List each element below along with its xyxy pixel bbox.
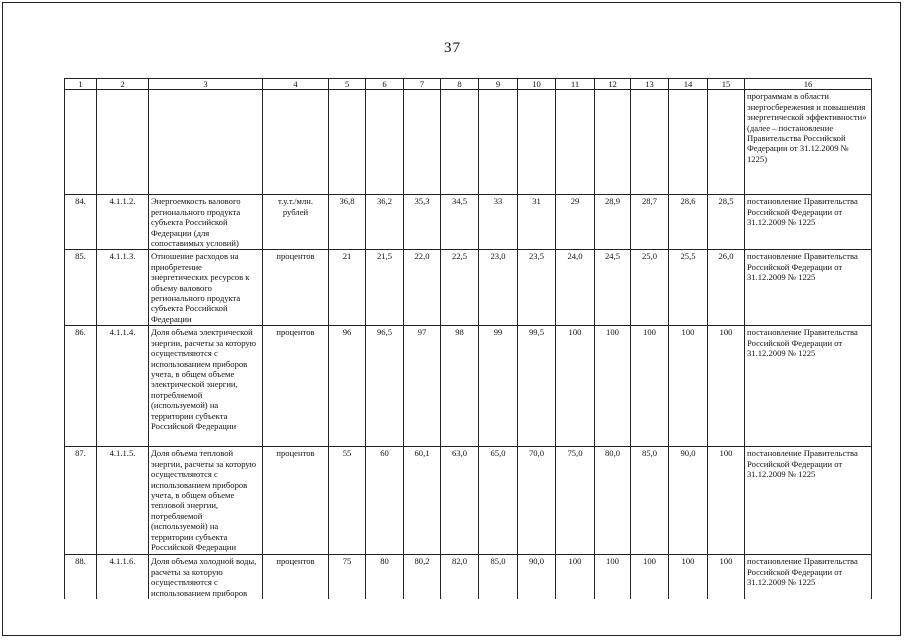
cell-code: 4.1.1.5. <box>97 447 149 555</box>
cell-value: 31 <box>518 195 556 250</box>
cell-value: 29 <box>556 195 595 250</box>
cell-empty <box>631 90 669 195</box>
header-cell-2: 2 <box>97 79 149 90</box>
cell-value: 100 <box>669 326 708 447</box>
cell-number: 85. <box>65 250 97 326</box>
cell-empty <box>97 90 149 195</box>
cell-basis: постановление Правительства Российской Федерации от 31.12.2009 № 1225 <box>745 555 872 599</box>
cell-value: 80 <box>366 555 404 599</box>
cell-value: 36,8 <box>329 195 366 250</box>
header-cell-13: 13 <box>631 79 669 90</box>
cell-empty <box>366 90 404 195</box>
header-cell-12: 12 <box>595 79 631 90</box>
table-row-continuation <box>65 90 872 195</box>
header-cell-11: 11 <box>556 79 595 90</box>
cell-number: 84. <box>65 195 97 250</box>
cell-value: 100 <box>595 555 631 599</box>
header-cell-15: 15 <box>708 79 745 90</box>
cell-value: 22,5 <box>441 250 479 326</box>
cell-unit: процентов <box>263 326 329 447</box>
cell-value: 100 <box>595 326 631 447</box>
cell-value: 99,5 <box>518 326 556 447</box>
cell-value: 99 <box>479 326 518 447</box>
cell-value: 100 <box>708 555 745 599</box>
cell-value: 75,0 <box>556 447 595 555</box>
header-cell-1: 1 <box>65 79 97 90</box>
table-row <box>65 447 872 555</box>
header-cell-8: 8 <box>441 79 479 90</box>
cell-empty <box>404 90 441 195</box>
cell-value: 85,0 <box>631 447 669 555</box>
cell-empty <box>329 90 366 195</box>
cell-value: 60,1 <box>404 447 441 555</box>
cell-value: 100 <box>669 555 708 599</box>
cell-indicator-name: Доля объема холодной воды, расчеты за которую осуществляются с использованием приборов <box>149 555 263 599</box>
cell-value: 90,0 <box>669 447 708 555</box>
cell-number: 86. <box>65 326 97 447</box>
header-cell-16: 16 <box>745 79 872 90</box>
cell-code: 4.1.1.4. <box>97 326 149 447</box>
cell-empty <box>518 90 556 195</box>
cell-indicator-name: Доля объема тепловой энергии, расчеты за которую осуществляются с использованием приборов учета, в общем объеме тепловой энергии, потребляемой (используемой) на территории субъекта Российской Федерации <box>149 447 263 555</box>
table-row <box>65 250 872 326</box>
cell-basis: постановление Правительства Российской Федерации от 31.12.2009 № 1225 <box>745 447 872 555</box>
cell-value: 65,0 <box>479 447 518 555</box>
cell-value: 24,0 <box>556 250 595 326</box>
table-row <box>65 326 872 447</box>
cell-value: 28,6 <box>669 195 708 250</box>
header-cell-7: 7 <box>404 79 441 90</box>
cell-value: 63,0 <box>441 447 479 555</box>
cell-value: 100 <box>631 326 669 447</box>
header-cell-3: 3 <box>149 79 263 90</box>
cell-value: 100 <box>556 555 595 599</box>
cell-value: 21 <box>329 250 366 326</box>
cell-value: 100 <box>631 555 669 599</box>
cell-value: 100 <box>708 447 745 555</box>
cell-empty <box>708 90 745 195</box>
header-cell-5: 5 <box>329 79 366 90</box>
cell-basis: программам в области энергосбережения и повышения энергетической эффективности» (далее – постановление Правительства Российской Федерации от 31.12.2009 № 1225) <box>745 90 872 195</box>
cell-value: 80,0 <box>595 447 631 555</box>
cell-unit: процентов <box>263 555 329 599</box>
cell-value: 28,9 <box>595 195 631 250</box>
header-cell-4: 4 <box>263 79 329 90</box>
cell-indicator-name: Энергоемкость валового регионального продукта субъекта Российской Федерации (для сопоставимых условий) <box>149 195 263 250</box>
cell-value: 36,2 <box>366 195 404 250</box>
cell-value: 60 <box>366 447 404 555</box>
table-row <box>65 195 872 250</box>
cell-value: 70,0 <box>518 447 556 555</box>
cell-code: 4.1.1.2. <box>97 195 149 250</box>
cell-value: 75 <box>329 555 366 599</box>
table-row <box>65 555 872 599</box>
cell-value: 33 <box>479 195 518 250</box>
cell-value: 28,5 <box>708 195 745 250</box>
cell-value: 98 <box>441 326 479 447</box>
cell-value: 35,3 <box>404 195 441 250</box>
cell-value: 21,5 <box>366 250 404 326</box>
cell-empty <box>441 90 479 195</box>
cell-empty <box>669 90 708 195</box>
cell-value: 96 <box>329 326 366 447</box>
cell-unit: процентов <box>263 447 329 555</box>
cell-number: 88. <box>65 555 97 599</box>
indicators-table <box>64 78 872 599</box>
cell-basis: постановление Правительства Российской Федерации от 31.12.2009 № 1225 <box>745 195 872 250</box>
cell-value: 55 <box>329 447 366 555</box>
cell-empty <box>556 90 595 195</box>
cell-empty <box>595 90 631 195</box>
cell-unit: т.у.т./млн. рублей <box>263 195 329 250</box>
cell-code: 4.1.1.6. <box>97 555 149 599</box>
cell-value: 100 <box>556 326 595 447</box>
cell-unit: процентов <box>263 250 329 326</box>
cell-value: 25,0 <box>631 250 669 326</box>
cell-value: 82,0 <box>441 555 479 599</box>
cell-value: 22,0 <box>404 250 441 326</box>
cell-value: 23,5 <box>518 250 556 326</box>
cell-basis: постановление Правительства Российской Федерации от 31.12.2009 № 1225 <box>745 326 872 447</box>
page-number: 37 <box>444 40 461 56</box>
cell-value: 80,2 <box>404 555 441 599</box>
cell-value: 34,5 <box>441 195 479 250</box>
cell-value: 100 <box>708 326 745 447</box>
cell-basis: постановление Правительства Российской Федерации от 31.12.2009 № 1225 <box>745 250 872 326</box>
header-cell-9: 9 <box>479 79 518 90</box>
cell-value: 24,5 <box>595 250 631 326</box>
header-row <box>65 79 872 90</box>
cell-value: 96,5 <box>366 326 404 447</box>
cell-value: 26,0 <box>708 250 745 326</box>
cell-value: 23,0 <box>479 250 518 326</box>
cell-value: 97 <box>404 326 441 447</box>
header-cell-6: 6 <box>366 79 404 90</box>
cell-value: 25,5 <box>669 250 708 326</box>
header-cell-10: 10 <box>518 79 556 90</box>
header-cell-14: 14 <box>669 79 708 90</box>
cell-indicator-name: Отношение расходов на приобретение энергетических ресурсов к объему валового регионального продукта субъекта Российской Федерации <box>149 250 263 326</box>
cell-empty <box>65 90 97 195</box>
cell-value: 28,7 <box>631 195 669 250</box>
cell-empty <box>263 90 329 195</box>
cell-indicator-name: Доля объема электрической энергии, расчеты за которую осуществляются с использованием приборов учета, в общем объеме электрической энергии, потребляемой (используемой) на территории субъекта Российской Федерации <box>149 326 263 447</box>
cell-value: 85,0 <box>479 555 518 599</box>
cell-number: 87. <box>65 447 97 555</box>
cell-empty <box>149 90 263 195</box>
cell-code: 4.1.1.3. <box>97 250 149 326</box>
cell-empty <box>479 90 518 195</box>
cell-value: 90,0 <box>518 555 556 599</box>
